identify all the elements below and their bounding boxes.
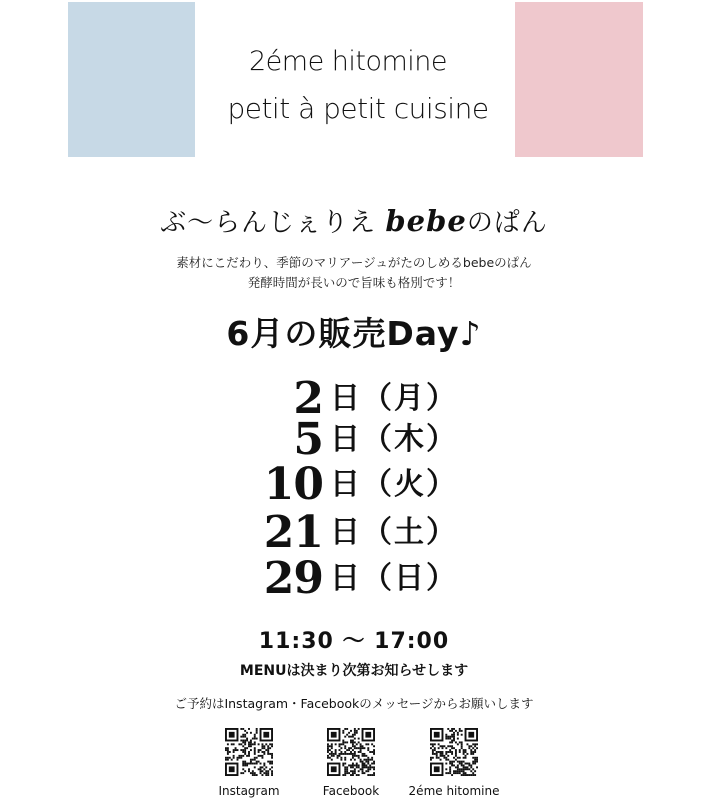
decor-square-blue — [68, 2, 195, 157]
qr-code-icon — [327, 728, 375, 776]
qr-code-icon — [430, 728, 478, 776]
description-line-1: 素材にこだわり、季節のマリアージュがたのしめるbebeのぱん — [176, 255, 532, 270]
date-row — [0, 553, 708, 604]
date-row — [0, 414, 708, 465]
month-title: 6月の販売Day♪ — [226, 314, 482, 353]
date-weekday: 日（土） — [330, 515, 458, 550]
qr-code-icon — [225, 728, 273, 776]
date-row — [0, 373, 708, 424]
subtitle-prefix: ぶ〜らんじぇりえ — [160, 208, 386, 238]
date-number: 29 — [263, 553, 323, 604]
date-number: 21 — [263, 507, 323, 558]
brand-line-2: petit à petit cuisine — [227, 92, 489, 125]
date-row — [0, 507, 708, 558]
qr-label: 2éme hitomine — [408, 784, 500, 798]
date-weekday: 日（木） — [330, 422, 458, 457]
reservation-note: ご予約はInstagram・Facebookのメッセージからお願いします — [174, 696, 534, 711]
menu-note: MENUは決まり次第お知らせします — [239, 663, 469, 679]
date-weekday: 日（日） — [330, 561, 458, 596]
qr-label: Instagram — [218, 784, 280, 798]
date-weekday: 日（火） — [330, 467, 458, 502]
qr-hitomine[interactable] — [404, 728, 504, 798]
date-weekday: 日（月） — [330, 381, 458, 416]
business-hours: 11:30 ～ 17:00 — [258, 629, 450, 654]
date-row — [0, 459, 708, 510]
subtitle-suffix: のぱん — [466, 208, 548, 238]
subtitle — [0, 202, 708, 239]
qr-label: Facebook — [322, 784, 380, 798]
qr-facebook[interactable] — [301, 728, 401, 798]
decor-square-pink — [515, 2, 643, 157]
subtitle-bebe: bebe — [385, 204, 467, 238]
date-number: 10 — [263, 459, 323, 510]
date-number: 2 — [293, 373, 323, 424]
description-line-2: 発酵時間が長いので旨味も格別です！ — [247, 275, 461, 290]
brand-line-1: 2éme hitomine — [248, 46, 448, 77]
qr-instagram[interactable] — [199, 728, 299, 798]
date-number: 5 — [293, 414, 323, 465]
